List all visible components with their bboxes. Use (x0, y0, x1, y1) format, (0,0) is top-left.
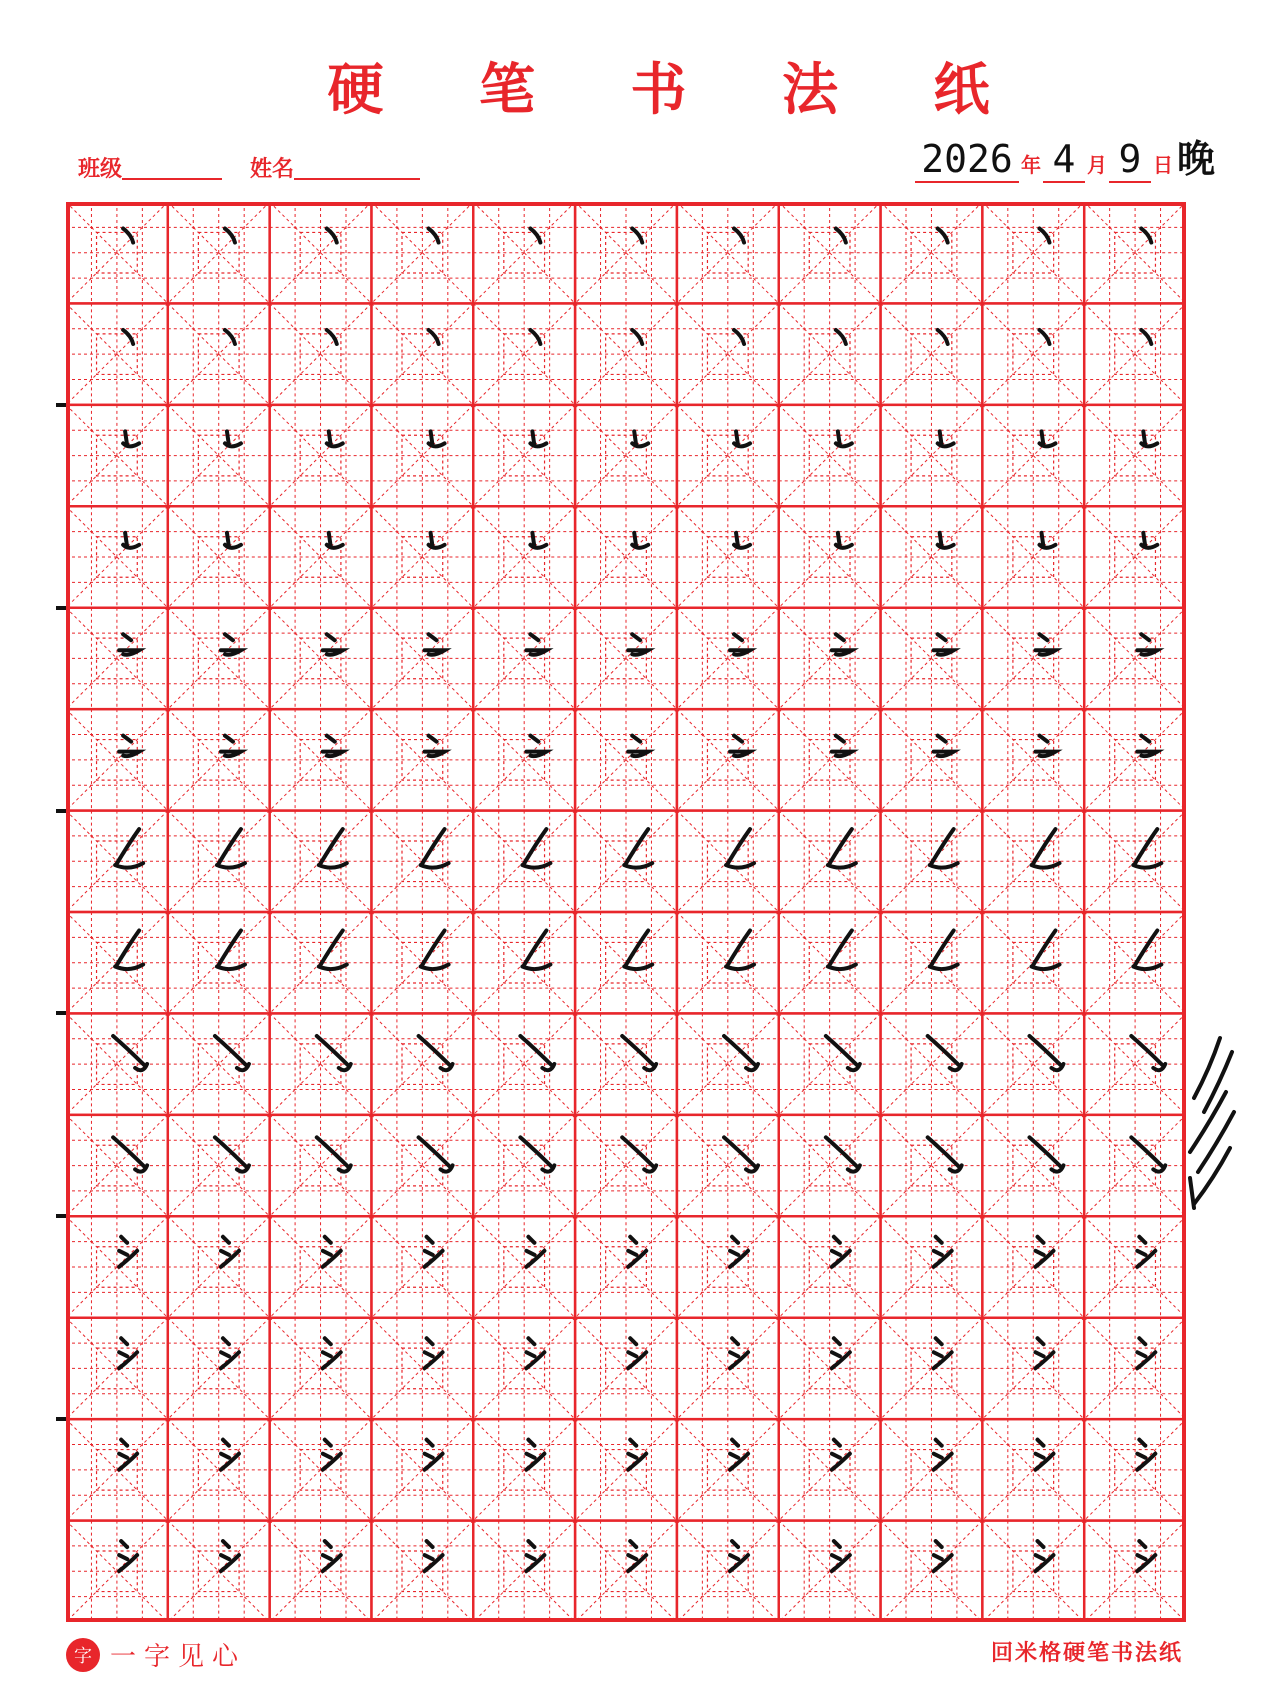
practice-stroke (828, 829, 856, 868)
practice-stroke (726, 829, 754, 868)
practice-stroke (123, 229, 133, 243)
date-field[interactable] (915, 128, 1215, 188)
practice-stroke (421, 931, 449, 970)
practice-stroke (726, 931, 754, 970)
practice-stroke (530, 229, 540, 243)
margin-doodle (1180, 1028, 1240, 1218)
practice-stroke (632, 229, 642, 243)
practice-stroke (938, 330, 948, 344)
class-blank[interactable] (122, 156, 222, 180)
practice-stroke (938, 229, 948, 243)
practice-stroke (1137, 634, 1157, 655)
date-year-unit: 年 (1021, 153, 1041, 177)
date-suffix: 晚 (1177, 136, 1216, 181)
practice-stroke (522, 931, 550, 970)
class-field[interactable] (78, 152, 222, 183)
practice-stroke (115, 829, 143, 868)
practice-stroke (836, 330, 846, 344)
doodle-stroke (1198, 1112, 1234, 1172)
date-day-unit: 日 (1153, 153, 1173, 177)
practice-stroke (530, 330, 540, 344)
practice-stroke (1039, 330, 1049, 344)
practice-stroke (526, 634, 546, 655)
practice-stroke (323, 634, 343, 655)
doodle-stroke (1194, 1148, 1230, 1204)
practice-stroke (1035, 736, 1055, 757)
practice-stroke (1137, 736, 1157, 757)
practice-stroke (221, 634, 241, 655)
practice-stroke (1035, 634, 1055, 655)
practice-stroke (1141, 330, 1151, 344)
date-month-unit: 月 (1087, 153, 1107, 177)
practice-stroke (1133, 931, 1161, 970)
brand-name: 一字见心 (110, 1642, 247, 1672)
page-title: 硬 笔 书 法 纸 (327, 57, 1028, 123)
side-tick-mark (56, 1011, 66, 1015)
practice-stroke (624, 931, 652, 970)
practice-stroke (319, 829, 347, 868)
practice-stroke (1039, 229, 1049, 243)
practice-stroke (323, 736, 343, 757)
practice-stroke (734, 330, 744, 344)
practice-stroke (1031, 931, 1059, 970)
practice-stroke (730, 736, 750, 757)
side-tick-mark (56, 606, 66, 610)
practice-stroke (1133, 829, 1161, 868)
practice-stroke (934, 634, 954, 655)
practice-stroke (836, 229, 846, 243)
practice-stroke (930, 829, 958, 868)
practice-stroke (1031, 829, 1059, 868)
side-tick-mark (56, 1214, 66, 1218)
practice-stroke (522, 829, 550, 868)
class-label: 班级 (78, 157, 123, 182)
practice-stroke (115, 931, 143, 970)
practice-stroke (119, 736, 139, 757)
practice-stroke (628, 736, 648, 757)
practice-stroke (828, 931, 856, 970)
practice-stroke (221, 736, 241, 757)
side-tick-mark (56, 403, 66, 407)
practice-stroke (429, 229, 439, 243)
practice-stroke (319, 931, 347, 970)
practice-stroke (421, 829, 449, 868)
practice-stroke (217, 931, 245, 970)
practice-stroke (526, 736, 546, 757)
practice-stroke (225, 330, 235, 344)
practice-stroke (624, 829, 652, 868)
practice-stroke (930, 931, 958, 970)
footer-caption: 回米格硬笔书法纸 (990, 1641, 1183, 1666)
practice-stroke (832, 736, 852, 757)
practice-stroke (425, 736, 445, 757)
side-tick-mark (56, 809, 66, 813)
brand-logo (66, 1636, 246, 1673)
practice-stroke (217, 829, 245, 868)
practice-grid[interactable] (66, 202, 1186, 1622)
practice-stroke (327, 229, 337, 243)
practice-stroke (628, 634, 648, 655)
name-field[interactable] (250, 152, 420, 183)
practice-stroke (632, 330, 642, 344)
practice-stroke (425, 634, 445, 655)
practice-stroke (934, 736, 954, 757)
practice-stroke (734, 229, 744, 243)
practice-stroke (327, 330, 337, 344)
date-month[interactable]: 4 (1043, 137, 1085, 183)
practice-stroke (123, 330, 133, 344)
practice-stroke (119, 634, 139, 655)
name-label: 姓名 (250, 157, 295, 182)
name-blank[interactable] (294, 156, 420, 180)
practice-stroke (225, 229, 235, 243)
practice-stroke (1141, 229, 1151, 243)
date-day[interactable]: 9 (1109, 137, 1151, 183)
practice-stroke (832, 634, 852, 655)
date-year[interactable]: 2026 (915, 137, 1019, 183)
brand-seal: 字 (66, 1638, 100, 1672)
practice-stroke (730, 634, 750, 655)
side-tick-mark (56, 1417, 66, 1421)
practice-stroke (429, 330, 439, 344)
doodle-stroke (1190, 1178, 1194, 1208)
